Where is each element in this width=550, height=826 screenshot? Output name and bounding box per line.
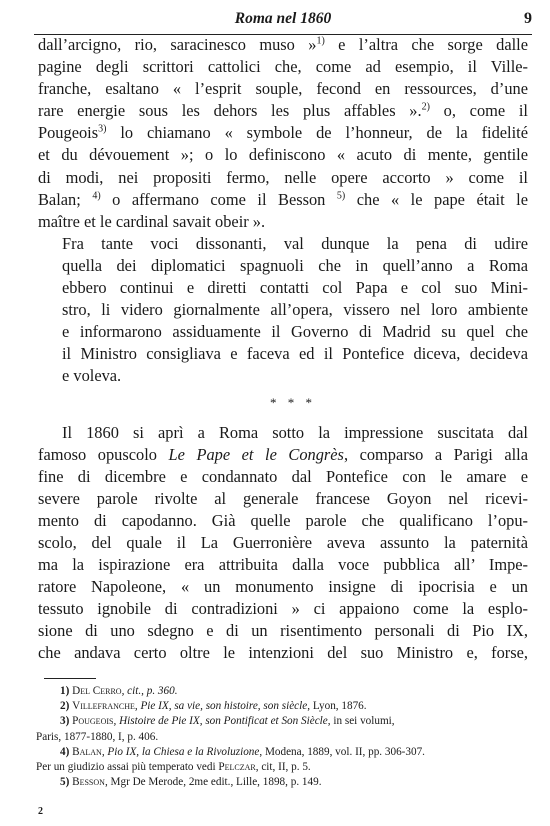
footnote-3-continued: Paris, 1877-1880, I, p. 406. bbox=[36, 730, 159, 743]
footnote-4: 4) Balan, Pio IX, la Chiesa e la Rivoluzione, Modena, 1889, vol. II, pp. 306-307. bbox=[60, 745, 425, 758]
paragraph bbox=[38, 422, 528, 665]
text-line: rare energie sous les dehors les plus affables ».$^{2)}$ o, come il bbox=[38, 101, 528, 121]
footnote-5: 5) Besson, Mgr De Merode, 2me edit., Lille, 1898, p. 149. bbox=[60, 776, 322, 789]
text-line: franche, esaltano « l’esprit souple, fecond en ressources, d’une bbox=[38, 79, 528, 99]
footnote-1: 1) Del Cerro, cit., p. 360. bbox=[60, 685, 178, 697]
page-number: 9 bbox=[524, 10, 532, 27]
text-line: fine di dicembre e condannato dal Pontefice con le amare e bbox=[38, 466, 528, 486]
text-line: et du dévouement »; o lo definiscono « acuto di mente, gentile bbox=[38, 145, 528, 165]
footnote-2: 2) Villefranche, Pie IX, sa vie, son histoire, son siècle, Lyon, 1876. bbox=[60, 700, 367, 713]
running-header bbox=[34, 8, 532, 30]
text-line: Fra tante voci dissonanti, val dunque la pena di udire bbox=[62, 233, 528, 253]
footnote-3: 3) Pougeois, Histoire de Pie IX, son Pontificat et Son Siècle, in sei volumi, bbox=[60, 715, 395, 728]
footnotes bbox=[36, 684, 530, 790]
footnote-4-continued: Per un giudizio assai più temperato vedi Pelczar, cit, II, p. 5. bbox=[36, 761, 311, 774]
text-line: quella dei diplomatici spagnuoli che in quell’anno a Roma bbox=[62, 255, 528, 275]
text-line: e informarono assiduamente il Governo di Madrid su quel che bbox=[62, 322, 528, 342]
footnote-ref[interactable]: 3) bbox=[98, 123, 107, 135]
running-title: Roma nel 1860 bbox=[234, 10, 332, 27]
text-line: ebbero continui e diretti contatti col Papa e col suo Mini- bbox=[62, 278, 528, 298]
footnote-ref[interactable]: 2) bbox=[421, 101, 430, 113]
section-break: * * * bbox=[270, 394, 316, 410]
text-line: stro, li videro giornalmente all’opera, vissero nel loro ambiente bbox=[62, 300, 528, 320]
text-line: Pougeois$^{3)}$ lo chiamano « symbole de l’honneur, de la fidelité bbox=[38, 123, 528, 143]
body-text bbox=[38, 34, 528, 665]
paragraph-continuation bbox=[38, 34, 528, 233]
text-line: ratore Napoleone, « un monumento insigne di ipocrisia e un bbox=[38, 577, 528, 597]
book-title: Le Pape et le Congrès bbox=[168, 444, 344, 464]
spacer bbox=[38, 410, 528, 422]
text-line: maître et le cardinal savait obeir ». bbox=[38, 211, 266, 231]
paragraph bbox=[38, 233, 528, 388]
text-line: Balan; $^{4)}$ o affermano come il Besson $^{5)}$ che « le pape était le bbox=[38, 189, 529, 209]
text-line: dall’arcigno, rio, saracinesco muso »$^{1)}$ e l’altra che sorge dalle bbox=[38, 35, 528, 54]
text-line: ma la ispirazione era attribuita dalla voce pubblica all’ Impe- bbox=[38, 555, 528, 575]
text-line: Il 1860 si aprì a Roma sotto la impressione suscitata dal bbox=[62, 422, 528, 442]
text-line: il Ministro consigliava e faceva ed il Pontefice diceva, decideva bbox=[62, 344, 528, 364]
footnote-rule bbox=[44, 678, 96, 679]
footnote-ref[interactable]: 5) bbox=[336, 190, 346, 202]
text-line: che andava certo oltre le intenzioni del suo Ministro e, forse, bbox=[38, 643, 528, 663]
text-line: e voleva. bbox=[62, 366, 122, 386]
text-line: mento di capodanno. Già quelle parole che qualificano l’opu- bbox=[38, 510, 528, 530]
text-line: famoso opuscolo Le Pape et le Congrès, comparso a Parigi alla bbox=[38, 444, 529, 464]
text-line: scolo, del quale il La Guerronière aveva assunto la paternità bbox=[38, 532, 528, 552]
footnote-ref[interactable]: 1) bbox=[316, 35, 325, 47]
text-line: di modi, nei propositi fermo, nelle opere accorto » come il bbox=[38, 167, 528, 187]
signature-mark: 2 bbox=[38, 806, 43, 817]
text-line: pagine degli scrittori cattolici che, come ad esempio, il Ville- bbox=[38, 57, 528, 77]
text-line: sione di uno sdegno e di un risentimento personali di Pio IX, bbox=[38, 621, 528, 641]
text-line: severe parole rivolte al generale francese Goyon nel ricevi- bbox=[38, 488, 528, 508]
text-line: tessuto ignobile di contradizioni » ci appaiono come la esplo- bbox=[38, 599, 528, 619]
footnote-ref[interactable]: 4) bbox=[92, 190, 101, 202]
